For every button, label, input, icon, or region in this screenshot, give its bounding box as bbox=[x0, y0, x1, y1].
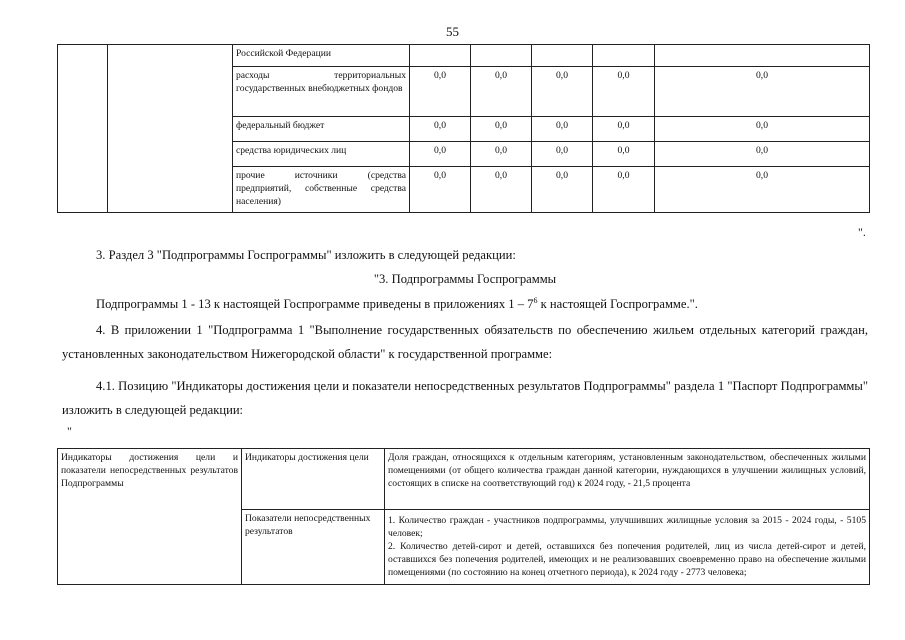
finance-value-cell: 0,0 bbox=[593, 117, 655, 142]
finance-value-cell bbox=[410, 45, 471, 67]
indicators-header-cell: Индикаторы достижения цели и показатели непосредственных результатов Подпрограммы bbox=[58, 449, 242, 585]
paragraph-section-3: 3. Раздел 3 "Подпрограммы Госпрограммы" изложить в следующей редакции: bbox=[96, 248, 516, 262]
paragraph-appendix-1: 4. В приложении 1 "Подпрограмма 1 "Выполнение государственных обязательств по обеспечению жильем отдельных категорий граждан, установленных законодательством Нижегородской области" к государственной программе: bbox=[62, 323, 868, 361]
finance-value-cell: 0,0 bbox=[593, 142, 655, 167]
finance-value-cell: 0,0 bbox=[593, 167, 655, 213]
finance-source-label: средства юридических лиц bbox=[233, 142, 410, 167]
finance-value-cell: 0,0 bbox=[532, 167, 593, 213]
finance-value-cell: 0,0 bbox=[410, 142, 471, 167]
results-item-2: 2. Количество детей-сирот и детей, оставшихся без попечения родителей, лиц из числа детей-сирот и детей, оставшихся без попечения родителей, имеющих и не реализовавших своевременно право на обеспечение жилыми помещениями (по состоянию на конец отчетного периода), к 2024 году - 2773 человека; bbox=[388, 541, 866, 578]
results-item-1: 1. Количество граждан - участников подпрограммы, улучшивших жилищные условия за 2015 - 2024 годы, - 5105 человек; bbox=[388, 515, 866, 539]
finance-empty-cell bbox=[58, 45, 108, 213]
finance-value-cell: 0,0 bbox=[471, 67, 532, 117]
finance-value-cell: 0,0 bbox=[655, 142, 870, 167]
goal-indicators-label: Индикаторы достижения цели bbox=[242, 449, 385, 510]
opening-quote: " bbox=[67, 424, 72, 438]
finance-value-cell: 0,0 bbox=[410, 117, 471, 142]
results-label: Показатели непосредственных результатов bbox=[242, 510, 385, 585]
finance-value-cell: 0,0 bbox=[410, 67, 471, 117]
finance-value-cell bbox=[532, 45, 593, 67]
paragraph-subprograms: Подпрограммы 1 - 13 к настоящей Госпрограмме приведены в приложениях $1 - 7^6$ к настоящей Госпрограмме.". bbox=[96, 295, 698, 311]
finance-value-cell: 0,0 bbox=[410, 167, 471, 213]
page-number: 55 bbox=[446, 24, 459, 39]
finance-value-cell: 0,0 bbox=[532, 67, 593, 117]
finance-value-cell: 0,0 bbox=[655, 167, 870, 213]
finance-value-cell bbox=[655, 45, 870, 67]
goal-indicators-text: Доля граждан, относящихся к отдельным категориям, установленным законодательством, обеспеченных жилыми помещениями (от общего количества граждан данной категории, нуждающихся в улучшении жилищных условий, состоящих в списке на соответствующий год) к 2024 году, - 21,5 процента bbox=[385, 449, 870, 510]
finance-empty-cell bbox=[108, 45, 233, 213]
finance-value-cell: 0,0 bbox=[532, 117, 593, 142]
results-text bbox=[385, 510, 870, 585]
finance-value-cell: 0,0 bbox=[471, 117, 532, 142]
finance-value-cell: 0,0 bbox=[471, 167, 532, 213]
finance-source-label: расходы территориальных государственных внебюджетных фондов bbox=[233, 67, 410, 117]
finance-value-cell: 0,0 bbox=[471, 142, 532, 167]
finance-source-label: Российской Федерации bbox=[233, 45, 410, 67]
indicators-table bbox=[57, 448, 870, 585]
finance-source-label: федеральный бюджет bbox=[233, 117, 410, 142]
paragraph-subheading: "3. Подпрограммы Госпрограммы bbox=[373, 272, 557, 286]
finance-value-cell: 0,0 bbox=[593, 67, 655, 117]
finance-value-cell: 0,0 bbox=[655, 67, 870, 117]
finance-row bbox=[58, 45, 870, 67]
closing-quote: ". bbox=[858, 225, 866, 239]
finance-value-cell: 0,0 bbox=[655, 117, 870, 142]
paragraph-4-1: 4.1. Позицию "Индикаторы достижения цели и показатели непосредственных результатов Подпрограммы" раздела 1 "Паспорт Подпрограммы" изложить в следующей редакции: bbox=[62, 379, 868, 417]
finance-value-cell: 0,0 bbox=[532, 142, 593, 167]
finance-table bbox=[57, 44, 870, 213]
finance-value-cell bbox=[593, 45, 655, 67]
finance-source-label: прочие источники (средства предприятий, собственные средства населения) bbox=[233, 167, 410, 213]
finance-value-cell bbox=[471, 45, 532, 67]
